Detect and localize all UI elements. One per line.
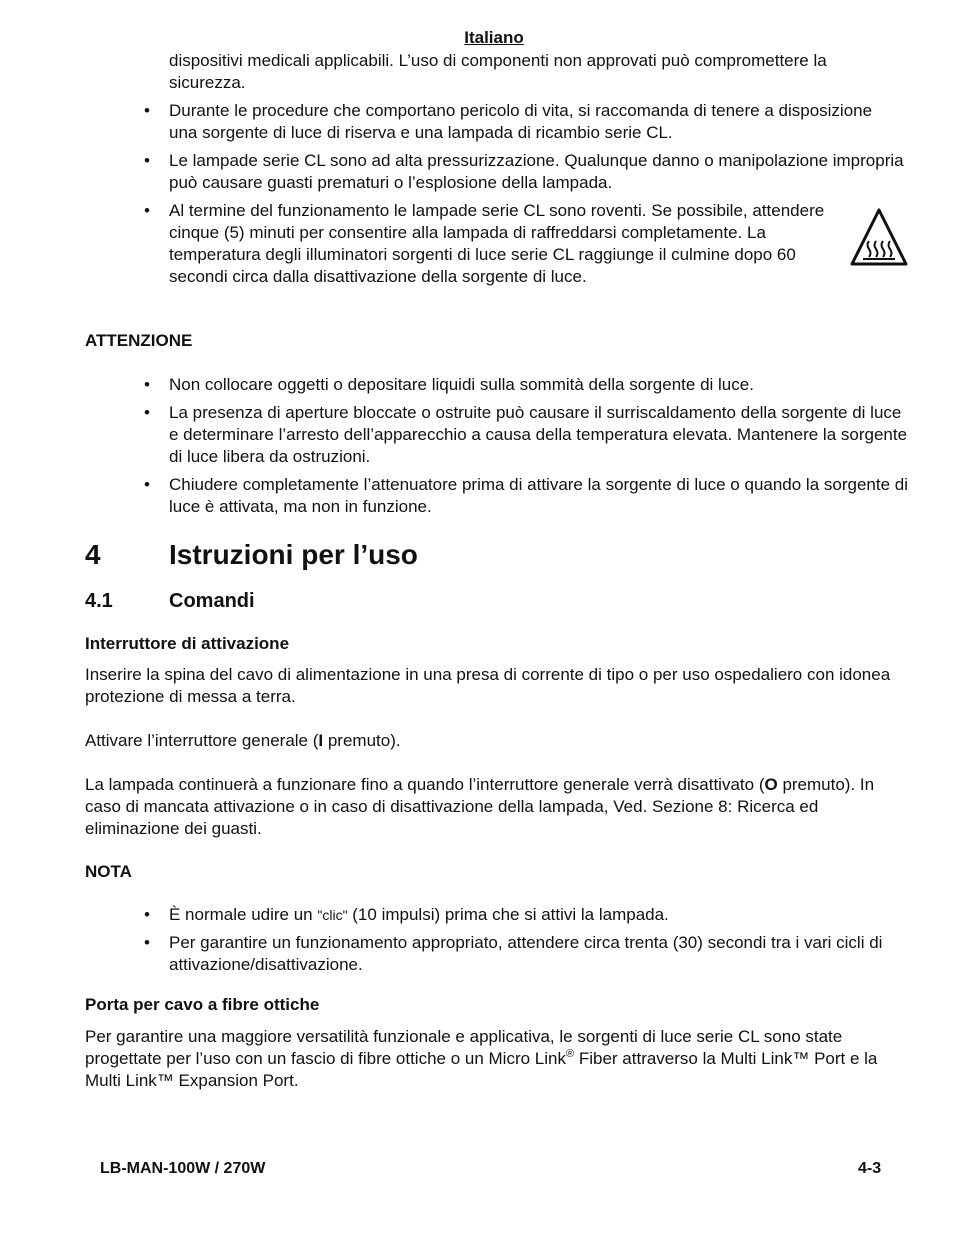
switch-paragraph-3 bbox=[85, 774, 910, 840]
bullet-icon: • bbox=[144, 475, 150, 494]
caution-list bbox=[144, 374, 909, 524]
list-item bbox=[144, 474, 909, 518]
list-item bbox=[144, 904, 909, 926]
footer-page-number: 4-3 bbox=[858, 1160, 882, 1177]
list-item-text: Al termine del funzionamento le lampade serie CL sono roventi. Se possibile, attendere cinque (5) minuti per consentire alla lampada di raffreddarsi completamente. La temperatura degli illuminatori sorgenti di luce serie CL raggiunge il culmine dopo 60 secondi circa dalla disattivazione della sorgente di luce. bbox=[169, 201, 825, 286]
text: Attivare l’interruttore generale ( bbox=[85, 731, 319, 750]
section-number: 4 bbox=[85, 539, 101, 570]
list-item bbox=[144, 100, 904, 144]
bullet-icon: • bbox=[144, 151, 150, 170]
clic-text: "clic" bbox=[317, 907, 348, 923]
list-item bbox=[144, 374, 909, 396]
note-list bbox=[144, 904, 909, 982]
switch-paragraph-2 bbox=[85, 730, 910, 752]
off-symbol: O bbox=[764, 775, 778, 794]
text: Fiber attraverso la Multi Link™ Port e la Multi Link™ Expansion Port. bbox=[85, 1049, 878, 1090]
text: La lampada continuerà a funzionare fino a quando l’interruttore generale verrà disattivato ( bbox=[85, 775, 765, 794]
bullet-icon: • bbox=[144, 201, 150, 220]
text: premuto). bbox=[323, 731, 401, 750]
list-item-text: Per garantire un funzionamento appropriato, attendere circa trenta (30) secondi tra i vari cicli di attivazione/disattivazione. bbox=[169, 933, 883, 974]
hot-surface-warning-icon bbox=[849, 207, 909, 267]
caution-label: ATTENZIONE bbox=[85, 331, 193, 350]
section-title: Istruzioni per l’uso bbox=[169, 539, 418, 570]
list-item-text: Durante le procedure che comportano pericolo di vita, si raccomanda di tenere a disposizione una sorgente di luce di riserva e una lampada di ricambio serie CL. bbox=[169, 101, 873, 142]
warning-list bbox=[144, 100, 904, 294]
list-item-text: Chiudere completamente l’attenuatore prima di attivare la sorgente di luce o quando la sorgente di luce è attivata, ma non in funzione. bbox=[169, 475, 909, 516]
on-symbol: I bbox=[318, 731, 324, 750]
fiber-heading: Porta per cavo a fibre ottiche bbox=[85, 995, 320, 1014]
note-label: NOTA bbox=[85, 862, 132, 881]
bullet-icon: • bbox=[144, 101, 150, 120]
text: premuto). In caso di mancata attivazione o in caso di disattivazione della lampada, Ved. Sezione 8: Ricerca ed eliminazione dei guasti. bbox=[85, 775, 875, 838]
bullet-icon: • bbox=[144, 933, 150, 952]
list-item-text: Non collocare oggetti o depositare liquidi sulla sommità della sorgente di luce. bbox=[169, 375, 754, 394]
text: È normale udire un bbox=[169, 905, 318, 924]
page-language-header: Italiano bbox=[464, 28, 524, 47]
list-item bbox=[144, 932, 909, 976]
bullet-icon: • bbox=[144, 905, 150, 924]
continuation-paragraph: dispositivi medicali applicabili. L’uso di componenti non approvati può compromettere la sicurezza. bbox=[169, 51, 827, 92]
list-item-text: Le lampade serie CL sono ad alta pressurizzazione. Qualunque danno o manipolazione impropria può causare guasti prematuri o l’esplosione della lampada. bbox=[169, 151, 904, 192]
subsection-title: Comandi bbox=[169, 590, 255, 612]
bullet-icon: • bbox=[144, 375, 150, 394]
list-item-text: La presenza di aperture bloccate o ostruite può causare il surriscaldamento della sorgente di luce e determinare l’arresto dell’apparecchio a causa della temperatura elevata. Mantenere la sorgente di luce libera da ostruzioni. bbox=[169, 403, 908, 466]
fiber-paragraph bbox=[85, 1026, 910, 1092]
registered-mark: ® bbox=[566, 1048, 575, 1060]
text: Per garantire una maggiore versatilità funzionale e applicativa, le sorgenti di luce serie CL sono state progettate per l’uso con un fascio di fibre ottiche o un Micro Link bbox=[85, 1027, 843, 1068]
list-item bbox=[144, 402, 909, 468]
subsection-number: 4.1 bbox=[85, 590, 113, 612]
bullet-icon: • bbox=[144, 403, 150, 422]
switch-paragraph-1: Inserire la spina del cavo di alimentazione in una presa di corrente di tipo o per uso ospedaliero con idonea protezione di messa a terra. bbox=[85, 665, 891, 706]
footer-doc-id: LB-MAN-100W / 270W bbox=[100, 1160, 266, 1177]
text: (10 impulsi) prima che si attivi la lampada. bbox=[347, 905, 669, 924]
list-item bbox=[144, 150, 904, 194]
switch-heading: Interruttore di attivazione bbox=[85, 634, 290, 653]
list-item bbox=[144, 200, 829, 288]
